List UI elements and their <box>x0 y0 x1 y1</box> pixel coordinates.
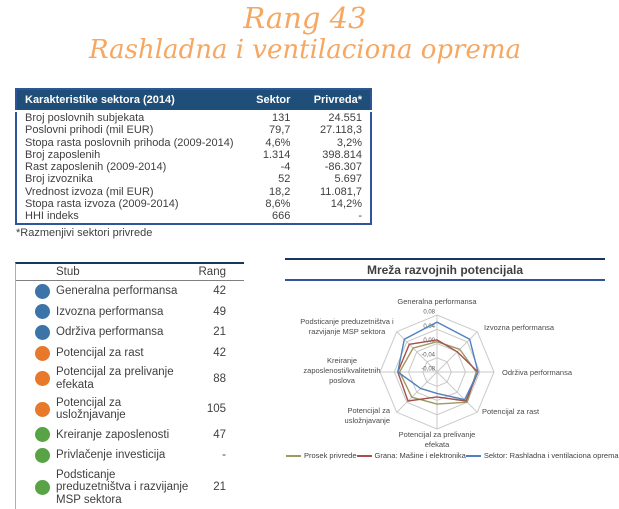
svg-text:Potencijal za: Potencijal za <box>347 406 390 415</box>
legend-label: Grana: Mašine i elektronika <box>374 451 466 460</box>
sektor-value: 131 <box>272 112 291 124</box>
privreda-value: 14,2% <box>330 198 362 211</box>
radar-chart-title: Mreža razvojnih potencijala <box>285 258 605 281</box>
pillar-bullet-icon <box>35 480 50 495</box>
svg-text:0,04: 0,04 <box>423 323 435 330</box>
table-footnote: *Razmenjivi sektori privrede <box>16 227 153 239</box>
svg-text:0,08: 0,08 <box>423 309 435 316</box>
pillar-rank-value: 21 <box>213 326 226 339</box>
sektor-value: 4,6% <box>265 136 291 149</box>
row-label: Broj izvoznika <box>25 173 93 186</box>
pillar-row <box>16 302 244 323</box>
pillar-rank-value: 105 <box>206 403 226 416</box>
table-row <box>16 173 371 185</box>
pillar-bullet-icon <box>35 284 50 299</box>
table-header-sektor: Sektor <box>242 89 299 111</box>
pillar-label: Podsticanje preduzetništva i razvijanje MSP sektora <box>56 468 189 506</box>
svg-text:efekata: efekata <box>424 440 450 449</box>
radar-panel <box>285 258 619 470</box>
legend-label: Sektor: Rashladna i ventilaciona oprema <box>483 451 619 460</box>
pillar-label: Izvozna performansa <box>56 305 164 318</box>
pillar-rank-value: 47 <box>213 428 226 441</box>
row-label: Poslovni prihodi (mil EUR) <box>25 124 154 137</box>
pillar-label: Održiva performansa <box>56 326 164 339</box>
pillar-bullet-icon <box>35 402 50 417</box>
svg-text:Kreiranje: Kreiranje <box>326 356 358 365</box>
pillar-label: Potencijal za prelivanje efekata <box>56 366 174 391</box>
pillar-row <box>16 281 244 302</box>
pillar-bullet-icon <box>35 325 50 340</box>
row-label: Stopa rasta poslovnih prihoda (2009-2014) <box>25 136 234 149</box>
table-header-row <box>16 89 371 111</box>
pillar-bullet-icon <box>35 371 50 386</box>
svg-text:Podsticanje preduzetništva i: Podsticanje preduzetništva i <box>300 317 394 326</box>
legend-line-icon <box>466 455 481 457</box>
privreda-value: 3,2% <box>336 136 362 149</box>
legend-item <box>286 451 357 460</box>
svg-text:Generalna performansa: Generalna performansa <box>397 297 477 306</box>
row-label: HHI indeks <box>25 210 79 223</box>
page-title-sector: Rashladna i ventilaciona oprema <box>88 35 522 65</box>
sektor-value: 52 <box>278 173 291 186</box>
table-row <box>16 186 371 198</box>
svg-text:Potencijal za prelivanje: Potencijal za prelivanje <box>398 430 476 439</box>
pillar-label: Potencijal za rast <box>56 346 144 359</box>
privreda-value: 5.697 <box>334 173 362 186</box>
sektor-value: 18,2 <box>268 185 291 198</box>
pillar-label: Privlačenje investicija <box>56 449 166 462</box>
pillar-row <box>16 466 244 509</box>
pillar-label: Kreiranje zaposlenosti <box>56 428 170 441</box>
row-label: Broj poslovnih subjekata <box>25 112 145 124</box>
sektor-value: -4 <box>280 161 291 174</box>
pillar-rank-value: 42 <box>213 285 226 298</box>
svg-text:usložnjavanje: usložnjavanje <box>344 416 390 425</box>
privreda-value: 27.118,3 <box>319 124 362 137</box>
pillar-rank-value: 88 <box>213 372 226 385</box>
pillar-bullet-icon <box>35 304 50 319</box>
svg-text:Potencijal za rast: Potencijal za rast <box>482 407 540 416</box>
sektor-value: 666 <box>272 210 291 223</box>
pillar-bullet-icon <box>35 448 50 463</box>
privreda-value: -86.307 <box>324 161 362 174</box>
table-row <box>16 111 371 124</box>
svg-text:-0,08: -0,08 <box>421 366 435 373</box>
table-header-privreda: Privreda* <box>298 89 371 111</box>
table-row <box>16 137 371 149</box>
svg-text:zaposlenosti/kvalitetnih: zaposlenosti/kvalitetnih <box>303 366 381 375</box>
pillar-rank-value: 42 <box>213 347 226 360</box>
pillar-row <box>16 394 244 425</box>
pillar-row <box>16 425 244 446</box>
sektor-value: 1.314 <box>262 148 291 161</box>
table-row <box>16 124 371 136</box>
pillar-row <box>16 445 244 466</box>
pillar-rank-value: 49 <box>213 305 226 318</box>
sector-characteristics-table <box>15 88 372 225</box>
pillar-bullet-icon <box>35 346 50 361</box>
pillars-list <box>15 262 244 509</box>
svg-text:-0,04: -0,04 <box>421 352 435 359</box>
table-row <box>16 210 371 223</box>
legend-label: Prosek privrede <box>304 451 357 460</box>
privreda-value: - <box>358 210 362 223</box>
table-row <box>16 161 371 173</box>
row-label: Vrednost izvoza (mil EUR) <box>25 185 154 198</box>
pillars-header <box>16 264 244 281</box>
radar-chart <box>285 281 605 451</box>
pillar-row <box>16 363 244 394</box>
pillar-rank-value: 21 <box>213 481 226 494</box>
pillar-row <box>16 343 244 364</box>
svg-text:Održiva performansa: Održiva performansa <box>502 368 573 377</box>
privreda-value: 398.814 <box>322 148 362 161</box>
privreda-value: 24.551 <box>328 112 362 124</box>
radar-legend <box>285 451 619 460</box>
legend-item <box>357 451 466 460</box>
pillars-header-rang: Rang <box>198 266 226 278</box>
table-header-label: Karakteristike sektora (2014) <box>16 89 242 111</box>
table-row <box>16 198 371 210</box>
svg-text:Izvozna performansa: Izvozna performansa <box>484 323 555 332</box>
row-label: Stopa rasta izvoza (2009-2014) <box>25 198 179 211</box>
privreda-value: 11.081,7 <box>319 185 362 198</box>
sektor-value: 8,6% <box>265 198 291 211</box>
pillar-label: Generalna performansa <box>56 285 178 298</box>
svg-text:poslova: poslova <box>329 376 355 385</box>
pillar-bullet-icon <box>35 427 50 442</box>
legend-line-icon <box>357 455 372 457</box>
table-row <box>16 149 371 161</box>
legend-line-icon <box>286 455 301 457</box>
legend-item <box>466 451 619 460</box>
pillar-rank-value: - <box>222 449 226 462</box>
page-title-rank: Rang 43 <box>243 1 367 35</box>
row-label: Broj zaposlenih <box>25 148 101 161</box>
pillar-row <box>16 322 244 343</box>
pillar-label: Potencijal za usložnjavanje <box>56 396 126 422</box>
svg-text:0,00: 0,00 <box>423 338 435 344</box>
svg-text:razvijanje MSP sektora: razvijanje MSP sektora <box>308 327 386 336</box>
pillars-header-stub: Stub <box>56 266 80 278</box>
sektor-value: 79,7 <box>268 124 291 137</box>
row-label: Rast zaposlenih (2009-2014) <box>25 161 167 174</box>
